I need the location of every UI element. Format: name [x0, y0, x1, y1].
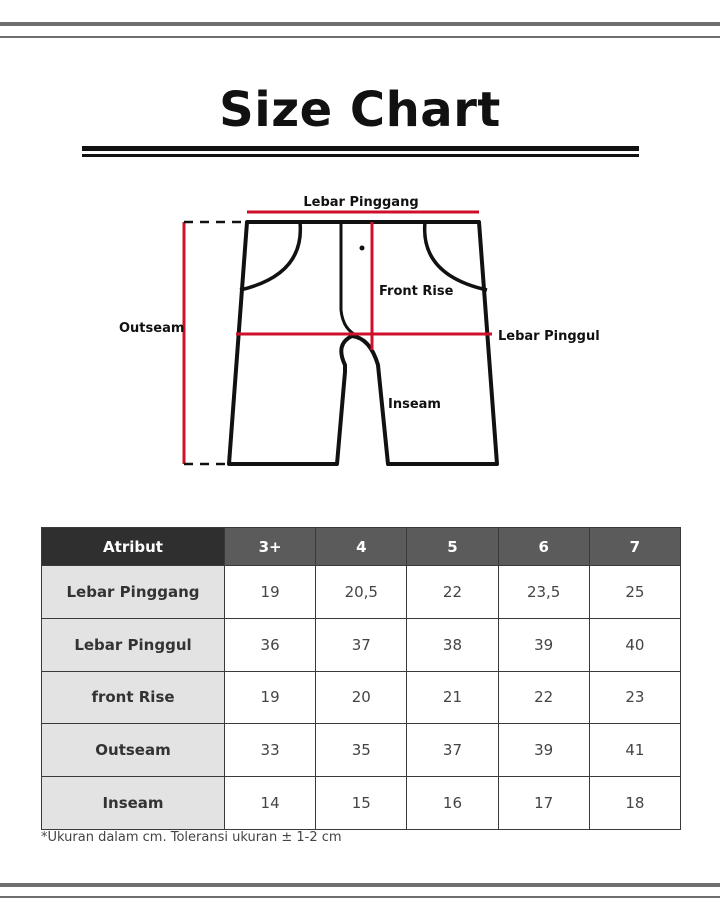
cell-value: 22	[407, 566, 498, 619]
left-pocket	[240, 222, 300, 290]
cell-value: 19	[225, 671, 316, 724]
page-title: Size Chart	[219, 82, 501, 138]
shorts-outline	[229, 222, 497, 464]
size-table	[41, 527, 681, 830]
cell-value: 35	[316, 724, 407, 777]
cell-value: 33	[225, 724, 316, 777]
cell-value: 37	[407, 724, 498, 777]
label-front-rise: Front Rise	[379, 284, 454, 299]
header-size: 6	[498, 528, 589, 566]
button-dot	[360, 246, 365, 251]
header-size: 5	[407, 528, 498, 566]
table-row	[42, 566, 681, 619]
cell-value: 41	[589, 724, 680, 777]
cell-value: 15	[316, 777, 407, 830]
table-row	[42, 724, 681, 777]
cell-value: 17	[498, 777, 589, 830]
header-size: 3+	[225, 528, 316, 566]
table-row	[42, 671, 681, 724]
cell-value: 18	[589, 777, 680, 830]
cell-value: 39	[498, 618, 589, 671]
cell-value: 20,5	[316, 566, 407, 619]
row-label: front Rise	[42, 671, 225, 724]
cell-value: 22	[498, 671, 589, 724]
table-header-row	[42, 528, 681, 566]
cell-value: 23,5	[498, 566, 589, 619]
label-waist: Lebar Pinggang	[303, 195, 419, 210]
bottom-border-thick	[0, 883, 720, 887]
label-outseam: Outseam	[119, 321, 185, 336]
cell-value: 25	[589, 566, 680, 619]
measurement-note: *Ukuran dalam cm. Toleransi ukuran ± 1-2 cm	[41, 830, 342, 845]
row-label: Lebar Pinggang	[42, 566, 225, 619]
fly-stitch	[341, 222, 358, 336]
cell-value: 23	[589, 671, 680, 724]
row-label: Lebar Pinggul	[42, 618, 225, 671]
header-attribute: Atribut	[42, 528, 225, 566]
bottom-border-thin	[0, 896, 720, 898]
row-label: Outseam	[42, 724, 225, 777]
cell-value: 39	[498, 724, 589, 777]
cell-value: 36	[225, 618, 316, 671]
cell-value: 19	[225, 566, 316, 619]
cell-value: 37	[316, 618, 407, 671]
table-row	[42, 618, 681, 671]
cell-value: 16	[407, 777, 498, 830]
cell-value: 40	[589, 618, 680, 671]
label-inseam: Inseam	[388, 397, 441, 412]
table-row	[42, 777, 681, 830]
right-pocket	[425, 222, 487, 290]
cell-value: 20	[316, 671, 407, 724]
cell-value: 21	[407, 671, 498, 724]
row-label: Inseam	[42, 777, 225, 830]
header-size: 7	[589, 528, 680, 566]
label-hip: Lebar Pinggul	[498, 329, 600, 344]
header-size: 4	[316, 528, 407, 566]
cell-value: 14	[225, 777, 316, 830]
cell-value: 38	[407, 618, 498, 671]
